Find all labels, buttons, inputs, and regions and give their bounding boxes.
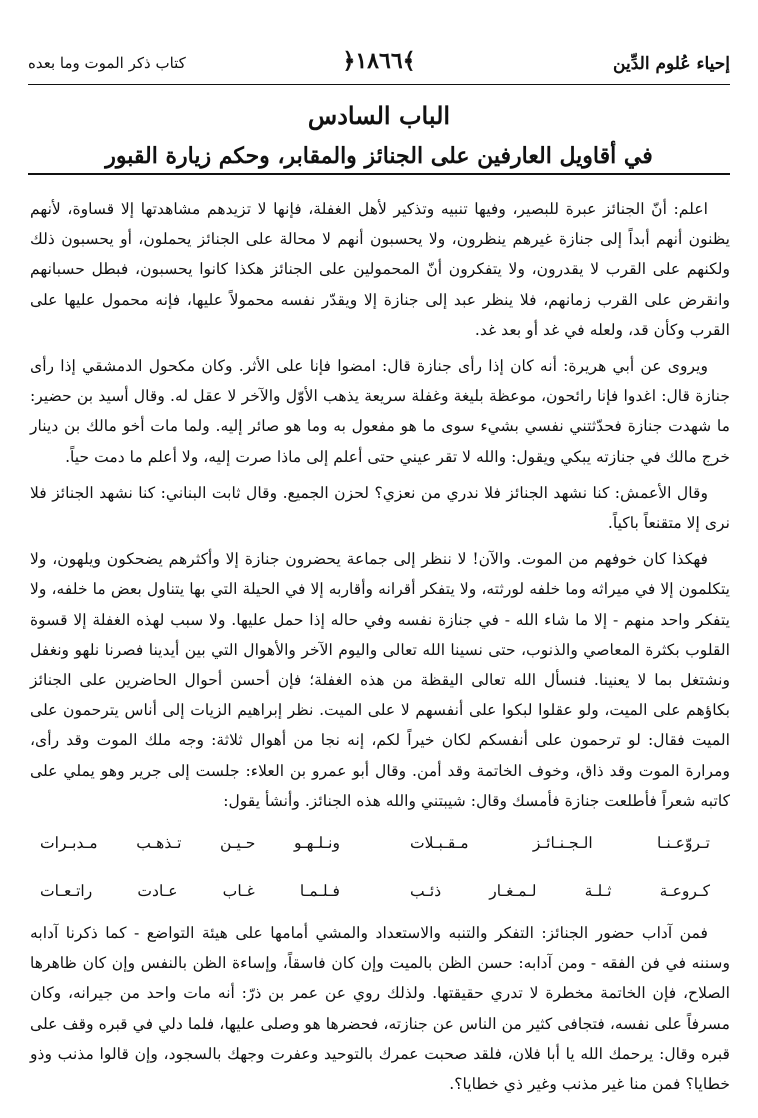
poem-verse — [30, 822, 730, 866]
page-header — [28, 42, 730, 82]
body-text — [30, 194, 730, 1105]
page-number: ﴿١٨٦٦﴾ — [342, 48, 416, 74]
book-title: إحياء عُلوم الدِّين — [613, 54, 730, 74]
verse-first-hemistich: كـروعـة ثـلـة لـمـغـار ذئـب — [410, 882, 710, 901]
verse-second-hemistich: ونـلـهـو حـيـن تـذهـب مـدبـرات — [40, 834, 340, 853]
paragraph: ويروى عن أبي هريرة: أنه كان إذا رأى جنازة قال: امضوا فإنا على الأثر. وكان مكحول الدمشقي إذا رأى جنازة قال: اغدوا فإنا رائحون، موعظة بليغة وغفلة سريعة يذهب الأوّل والآخر لا عقل له. وقال أسيد بن حضير: ما شهدت جنازة فحدّثتني نفسي بشيء سوى ما هو مفعول به وما هو صائر إليه. ولما مات أخو مالك بن دينار خرج مالك في جنازته يبكي ويقول: والله لا تقر عيني حتى أعلم إلى ماذا صرت إليه، ولا أعلم ما دمت حياً. — [30, 357, 730, 466]
poem-verse — [30, 870, 730, 914]
paragraph: اعلم: أنّ الجنائز عبرة للبصير، وفيها تنبيه وتذكير لأهل الغفلة، فإنها لا تزيدهم مشاهدتها إلا قساوة، لأنهم يظنون أنهم أبداً إلى جنازة غيرهم ينظرون، ولا يحسبون أنهم لا محالة على الجنائز يحملون، أو يحسبون ذلك ولكنهم على القرب لا يقدرون، ولا يتفكرون أنّ المحمولين على الجنائز هكذا كانوا يحسبون، فبطل حسبانهم وانقرض على القرب زمانهم، فلا ينظر عبد إلى جنازة إلا ويقدّر نفسه محمولاً عليها، فإنه محمول عليها على القرب وكأن قد، ولعله في غد أو بعد غد. — [30, 200, 730, 339]
paragraph: وقال الأعمش: كنا نشهد الجنائز فلا ندري من نعزي؟ لحزن الجميع. وقال ثابت البناني: كنا نشهد الجنائز فلا نرى إلا متقنعاً باكياً. — [30, 483, 730, 533]
verse-second-hemistich: فـلـمـا غـاب عـادت راتـعـات — [40, 882, 340, 901]
header-divider — [28, 84, 730, 85]
paragraph: فمن آداب حضور الجنائز: التفكر والتنبه والاستعداد والمشي أمامها على هيئة التواضع - كما ذكرنا آدابه وسننه في فن الفقه - ومن آدابه: حسن الظن بالميت وإن كان فاسقاً، وإساءة الظن بالنفس وإن كان ظاهرها الصلاح، فإن الخاتمة مخطرة لا تدري حقيقتها. ولذلك روي عن عمر بن ذرّ: أنه مات واحد من جيرانه، وكان مسرفاً على نفسه، فتجافى كثير من الناس عن جنازته، فحضرها هو وصلى عليها، فلما دلي في قبره وقف على قبره وقال: يرحمك الله يا أبا فلان، فلقد صحبت عمرك بالتوحيد وعفرت وجهك بالسجود، وإن قالوا مذنب وذو خطايا؟ فمن منا غير مذنب وغير ذي خطايا؟. — [30, 924, 730, 1094]
chapter-title: الباب السادس — [307, 101, 451, 130]
verse-first-hemistich: تـروّعـنـا الـجـنـائـز مـقـبـلات — [410, 834, 710, 853]
paragraph: فهكذا كان خوفهم من الموت. والآن! لا ننظر إلى جماعة يحضرون جنازة إلا وأكثرهم يضحكون ويلهون، ولا يتكلمون إلا في ميراثه وما خلفه لورثته، ولا يتفكر أقرانه وأقاربه إلا في الحيلة التي بها يتناول بعض ما خلفه، ولا يتفكر واحد منهم - إلا ما شاء الله - في جنازة نفسه وفي حاله إذا حمل عليها. ولا سبب لهذه الغفلة إلا قسوة القلوب بكثرة المعاصي والذنوب، حتى نسينا الله تعالى واليوم الآخر والأهوال التي بين أيدينا فصرنا نلهو ونغفل ونشتغل بما لا يعنينا. فنسأل الله تعالى اليقظة من هذه الغفلة؛ فإن أحسن أحوال الحاضرين على الجنائز بكاؤهم على الميت، ولو عقلوا لبكوا على أنفسهم لا على الميت. نظر إبراهيم الزيات إلى أناس يترحمون على الميت فقال: لو ترحمون على أنفسكم لكان خيراً لكم، إنه نجا من أهوال ثلاثة: وجه ملك الموت وقد رأى، ومرارة الموت وقد ذاق، وخوف الخاتمة وقد أمن. وقال أبو عمرو بن العلاء: جلست إلى جرير وهو يملي على كاتبه شعراً فأطلعت جنازة فأمسك وقال: شيبتني والله هذه الجنائز. وأنشأ يقول: — [30, 550, 730, 810]
chapter-name: كتاب ذكر الموت وما بعده — [28, 54, 186, 72]
section-title: في أقاويل العارفين على الجنائز والمقابر، وحكم زيارة القبور — [28, 143, 730, 175]
